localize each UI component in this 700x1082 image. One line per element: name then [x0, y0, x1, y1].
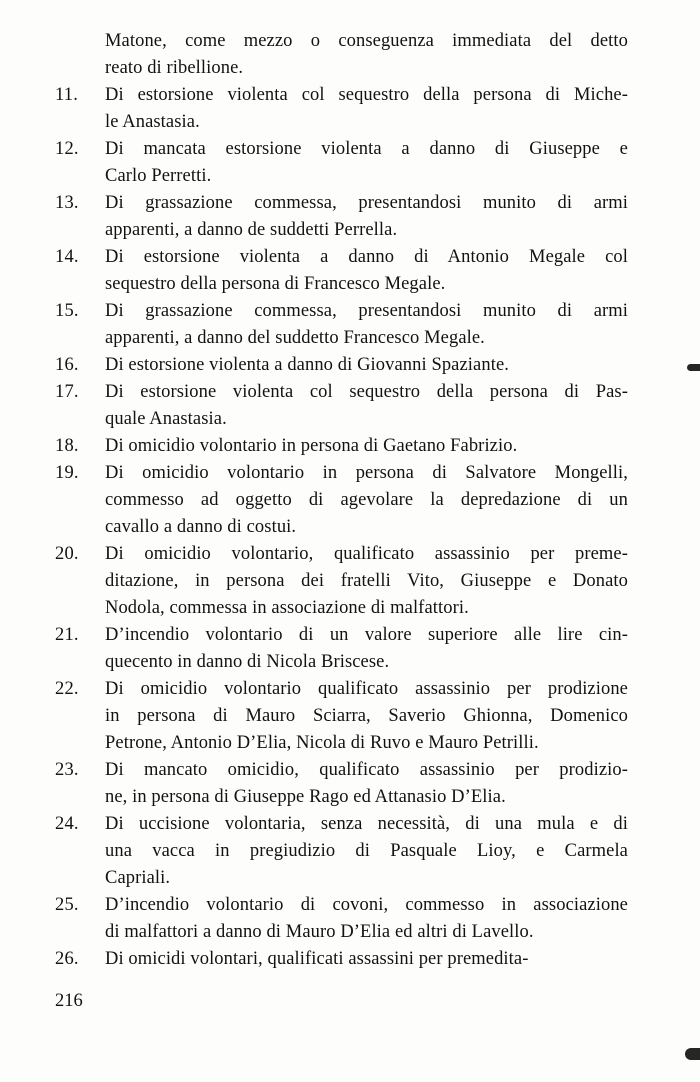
text-line: reato di ribellione.: [105, 58, 244, 78]
text-line: di malfattori a danno di Mauro D’Elia ed altri di Lavello.: [105, 922, 534, 942]
text-line: D’incendio volontario di un valore superiore alle lire cin-: [105, 625, 628, 645]
item-body: [105, 757, 628, 811]
list-item: [55, 946, 628, 973]
list-item: [55, 811, 628, 892]
list-item: [55, 244, 628, 298]
text-line: Capriali.: [105, 868, 171, 888]
text-line: Di omicidi volontari, qualificati assassini per premedita-: [105, 949, 529, 969]
item-body: [105, 28, 628, 82]
item-body: [105, 811, 628, 892]
text-line: Di estorsione violenta col sequestro della persona di Miche-: [105, 85, 628, 105]
item-number: 23.: [55, 760, 79, 780]
list-item: [55, 622, 628, 676]
list-item: [55, 28, 628, 82]
item-number: 14.: [55, 247, 79, 267]
item-number: 16.: [55, 355, 79, 375]
text-line: Di grassazione commessa, presentandosi munito di armi: [105, 301, 628, 321]
text-line: commesso ad oggetto di agevolare la depredazione di un: [105, 490, 628, 510]
item-number: 26.: [55, 949, 79, 969]
scan-artifact-icon: [685, 1048, 700, 1060]
list-item: [55, 190, 628, 244]
item-number: 18.: [55, 436, 79, 456]
text-line: cavallo a danno di costui.: [105, 517, 297, 537]
item-number: 21.: [55, 625, 79, 645]
text-line: quecento in danno di Nicola Briscese.: [105, 652, 390, 672]
item-number: 19.: [55, 463, 79, 483]
text-line: Di omicidio volontario, qualificato assassinio per preme-: [105, 544, 628, 564]
item-body: [105, 622, 628, 676]
text-line: una vacca in pregiudizio di Pasquale Lioy, e Carmela: [105, 841, 628, 861]
text-line: D’incendio volontario di covoni, commesso in associazione: [105, 895, 628, 915]
text-line: Carlo Perretti.: [105, 166, 212, 186]
text-line: ditazione, in persona dei fratelli Vito, Giuseppe e Donato: [105, 571, 628, 591]
item-number: 11.: [55, 85, 79, 105]
text-line: Di omicidio volontario in persona di Gaetano Fabrizio.: [105, 436, 518, 456]
text-line: Di omicidio volontario qualificato assassinio per prodizione: [105, 679, 628, 699]
text-line: Nodola, commessa in associazione di malfattori.: [105, 598, 469, 618]
list-item: [55, 352, 628, 379]
list-item: [55, 136, 628, 190]
item-body: [105, 460, 628, 541]
item-number: 17.: [55, 382, 79, 402]
list-item: [55, 541, 628, 622]
item-body: [105, 352, 628, 379]
item-body: [105, 136, 628, 190]
text-line: Di estorsione violenta a danno di Giovanni Spaziante.: [105, 355, 509, 375]
item-body: [105, 433, 628, 460]
item-body: [105, 676, 628, 757]
scan-artifact-icon: [687, 364, 700, 371]
text-line: Di estorsione violenta a danno di Antonio Megale col: [105, 247, 628, 267]
item-body: [105, 541, 628, 622]
list-item: [55, 379, 628, 433]
item-number: 20.: [55, 544, 79, 564]
item-body: [105, 190, 628, 244]
list-item: [55, 298, 628, 352]
list-item: [55, 82, 628, 136]
text-line: Di grassazione commessa, presentandosi munito di armi: [105, 193, 628, 213]
text-line: quale Anastasia.: [105, 409, 227, 429]
text-line: ne, in persona di Giuseppe Rago ed Attanasio D’Elia.: [105, 787, 506, 807]
item-number: 22.: [55, 679, 79, 699]
text-line: le Anastasia.: [105, 112, 200, 132]
item-number: 24.: [55, 814, 79, 834]
text-line: in persona di Mauro Sciarra, Saverio Ghionna, Domenico: [105, 706, 628, 726]
text-line: Matone, come mezzo o conseguenza immediata del detto: [105, 31, 628, 51]
item-number: 13.: [55, 193, 79, 213]
list-item: [55, 757, 628, 811]
item-body: [105, 82, 628, 136]
text-line: Di estorsione violenta col sequestro della persona di Pas-: [105, 382, 628, 402]
text-line: Di omicidio volontario in persona di Salvatore Mongelli,: [105, 463, 628, 483]
item-number: 25.: [55, 895, 79, 915]
list-item: [55, 433, 628, 460]
list-item: [55, 676, 628, 757]
page-number: 216: [55, 991, 83, 1011]
item-number: 12.: [55, 139, 79, 159]
item-list: [55, 28, 628, 973]
list-item: [55, 892, 628, 946]
text-line: apparenti, a danno del suddetto Francesco Megale.: [105, 328, 485, 348]
item-body: [105, 379, 628, 433]
item-body: [105, 244, 628, 298]
item-body: [105, 946, 628, 973]
text-line: apparenti, a danno de suddetti Perrella.: [105, 220, 398, 240]
text-line: Di mancata estorsione violenta a danno di Giuseppe e: [105, 139, 628, 159]
text-line: Di mancato omicidio, qualificato assassinio per prodizio-: [105, 760, 628, 780]
text-line: Di uccisione volontaria, senza necessità, di una mula e di: [105, 814, 628, 834]
item-body: [105, 892, 628, 946]
text-line: sequestro della persona di Francesco Megale.: [105, 274, 446, 294]
item-body: [105, 298, 628, 352]
text-line: Petrone, Antonio D’Elia, Nicola di Ruvo e Mauro Petrilli.: [105, 733, 539, 753]
list-item: [55, 460, 628, 541]
item-number: 15.: [55, 301, 79, 321]
